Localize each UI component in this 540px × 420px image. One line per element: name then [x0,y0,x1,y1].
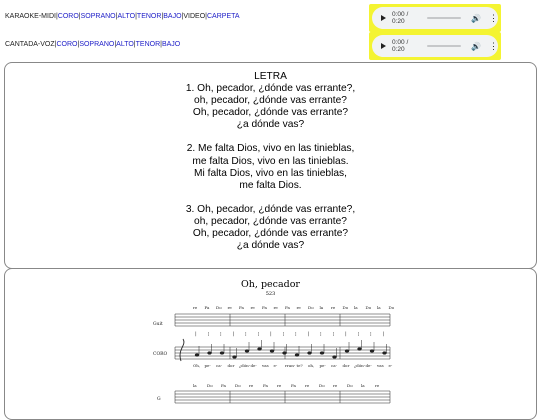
score-lyric: vas [262,363,269,368]
note-head [333,356,337,359]
chord-symbol: re [333,383,338,388]
rhythm-mark: | [232,331,235,337]
chord-symbol: Do [365,305,372,310]
score-lyric: ¿dón- [354,363,366,368]
note-head [383,352,387,355]
audio-player-karaoke [369,4,501,32]
chord-symbol: Do [308,305,314,310]
lyric-line: ¿a dónde vas? [236,240,305,252]
lyric-line: oh, pecador, ¿dónde vas errante? [194,95,347,107]
score-lyric: vas [377,363,384,368]
note-head [245,350,249,353]
lyrics-panel [4,62,537,269]
note-head [358,348,362,351]
audio-seek-bar[interactable] [427,45,461,47]
lyric-line: 3. Oh, pecador, ¿dónde vas errante?, [185,203,356,215]
chord-symbol: la [377,305,381,310]
score-lyric: ¿dón- [239,363,251,368]
note-head [345,350,349,353]
more-options-icon[interactable]: ⋮ [489,12,498,23]
chord-symbol: Do [319,383,325,388]
video-label: VIDEO [183,13,206,20]
chord-symbol: Fa [262,305,267,310]
score-lyric: e- [388,363,393,368]
rhythm-mark: ¦ [332,331,335,337]
rhythm-mark: ¦ [245,331,247,337]
cantada-label: CANTADA-VOZ [5,41,55,48]
karaoke-alto-link[interactable]: ALTO [117,13,136,20]
karaoke-row: KARAOKE-MIDI|CORO|SOPRANO|ALTO|TENOR|BAJO|VIDEO|CARPETA [5,13,240,20]
volume-icon[interactable]: 🔊 [471,41,481,51]
karaoke-coro-link[interactable]: CORO [57,13,79,20]
rhythm-mark: ¦ [220,331,222,337]
lyric-line: Oh, pecador, ¿dónde vas errante? [192,228,349,240]
chord-symbol: la [361,383,365,388]
note-head [220,352,224,355]
rhythm-mark: ¦ [207,331,210,337]
chord-symbol: Do [207,383,213,388]
lyric-line: ¿a dónde vas? [236,119,305,131]
karaoke-label: KARAOKE-MIDI [5,13,56,20]
lyric-line: oh, pecador, ¿dónde vas errante? [194,215,347,227]
score-lyric: ca- [216,363,222,368]
lyric-line: Oh, pecador, ¿dónde vas errante? [192,107,349,119]
score-lyric: de- [250,363,257,368]
chord-symbol: Do [388,305,395,310]
lyric-line: Mi falta Dios, vivo en las tinieblas, [194,167,347,179]
staff-label-guitar-2: G [157,397,161,402]
audio-seek-bar[interactable] [427,17,461,19]
chord-symbol: re [331,305,336,310]
score-panel [4,268,537,420]
chord-symbol: Fa [291,383,296,388]
chord-symbol: re [277,383,282,388]
chord-symbol: Do [347,383,353,388]
note-head [208,352,212,355]
rhythm-mark: ¦ [295,331,297,337]
chord-symbol: Fa [263,383,268,388]
score-lyric: dor [227,363,235,368]
score-lyric: Oh, [193,363,201,368]
stanza-1 [5,83,536,131]
score-lyric: te? [296,363,303,368]
lyric-line: me falta Dios. [239,179,302,191]
chord-symbol: re [273,305,278,310]
score-lyric: e- [273,363,278,368]
note-head [233,356,237,359]
stanza-3 [5,204,536,252]
score-lyric: oh, [308,363,315,368]
lyric-line: 1. Oh, pecador, ¿dónde vas errante?, [185,83,356,95]
karaoke-soprano-link[interactable]: SOPRANO [80,13,116,20]
chord-symbol: la [193,383,197,388]
chord-symbol: la [354,305,358,310]
rhythm-mark: | [382,331,385,337]
rhythm-mark: ¦ [370,331,372,337]
note-head [295,354,299,357]
score-lyric: de- [365,363,372,368]
rhythm-mark: ¦ [257,331,260,337]
audio-player-cantada [369,32,501,60]
chord-symbol: Do [342,305,349,310]
chord-symbol: re [375,383,380,388]
lyric-line: me falta Dios, vivo en las tinieblas. [192,155,349,167]
chord-symbol: re [249,383,254,388]
staff-label-choir: CORO [153,352,168,357]
rhythm-mark: | [307,331,310,337]
play-icon[interactable] [381,15,386,21]
rhythm-mark: | [195,331,197,337]
chord-symbol: Do [235,383,241,388]
carpeta-link[interactable]: CARPETA [207,13,240,20]
score-lyric: pe- [319,363,326,368]
score-number: 523 [265,291,276,297]
karaoke-bajo-link[interactable]: BAJO [163,13,182,20]
note-head [270,350,274,353]
rhythm-mark: ¦ [357,331,360,337]
more-options-icon[interactable]: ⋮ [489,40,498,51]
audio-time: 0:00 / 0:20 [392,11,409,25]
chord-symbol: re [305,383,310,388]
chord-symbol: re [193,305,198,310]
rhythm-mark: | [345,331,347,337]
score-lyric: rran- [285,363,296,368]
rhythm-mark: | [270,331,272,337]
cantada-alto-link[interactable]: ALTO [116,41,134,48]
chord-symbol: Fa [239,305,244,310]
audio-time: 0:00 / 0:20 [392,39,409,53]
chord-symbol: Fa [285,305,290,310]
rhythm-mark: ¦ [282,331,285,337]
lyrics-title: LETRA [254,71,287,82]
chord-symbol: la [319,305,324,310]
score-lyric: pe- [204,363,211,368]
rhythm-mark: ¦ [320,331,322,337]
stanza-2 [5,143,536,191]
karaoke-tenor-link[interactable]: TENOR [136,13,162,20]
play-icon[interactable] [381,43,386,49]
note-head [308,352,312,355]
staff-label-guitar: Guit [153,322,163,327]
score-title: Oh, pecador [241,279,300,290]
chord-symbol: re [227,305,232,310]
cantada-tenor-link[interactable]: TENOR [135,41,161,48]
chord-symbol: Fa [221,383,226,388]
cantada-soprano-link[interactable]: SOPRANO [79,41,115,48]
chord-symbol: re [250,305,255,310]
chord-symbol: Do [216,305,222,310]
cantada-coro-link[interactable]: CORO [56,41,78,48]
chord-symbol: re [296,305,301,310]
note-head [283,352,287,355]
chord-symbol: Fa [204,305,210,310]
cantada-bajo-link[interactable]: BAJO [161,41,181,48]
note-head [258,348,262,351]
cantada-row: CANTADA-VOZ|CORO|SOPRANO|ALTO|TENOR|BAJO [5,41,181,48]
score-lyric: ca- [331,363,337,368]
note-head [320,352,324,355]
note-head [370,350,374,353]
lyric-line: 2. Me falta Dios, vivo en las tinieblas, [186,143,355,155]
sheet-music [5,269,536,409]
volume-icon[interactable]: 🔊 [471,13,481,23]
score-lyric: dor [342,363,350,368]
note-head [195,354,199,357]
